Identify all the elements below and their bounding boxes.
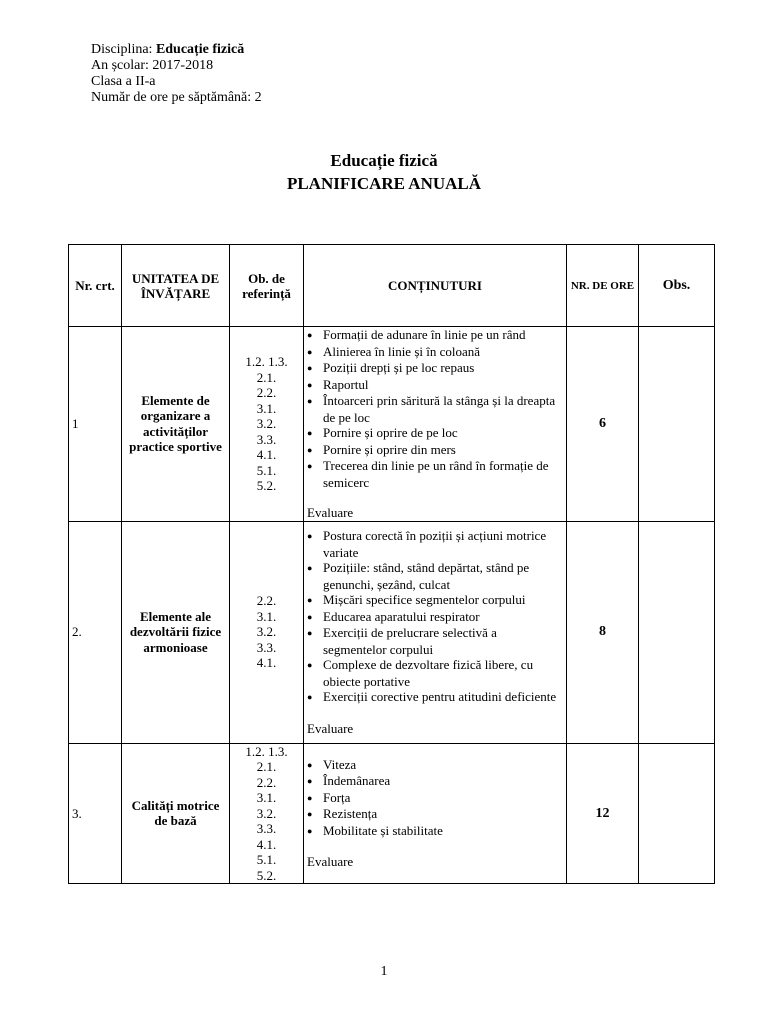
list-item — [307, 327, 563, 344]
bullet-icon: ● — [307, 396, 313, 406]
list-item-text: Exerciții corective pentru atitudini deficiente — [323, 689, 557, 704]
list-item — [307, 806, 563, 823]
reference-objectives — [230, 743, 304, 884]
list-item-text: Forța — [323, 789, 351, 805]
list-item-text: Raportul — [323, 376, 369, 392]
row-number: 3. — [69, 743, 122, 884]
learning-unit: Elemente de organizare a activităților practice sportive — [122, 327, 230, 522]
class-name: Clasa a II-a — [91, 74, 156, 89]
learning-unit: Calități motrice de bază — [122, 743, 230, 884]
objective-item: 3.1. — [256, 608, 277, 624]
column-header-obs: Obs. — [639, 245, 715, 327]
list-item — [307, 528, 563, 560]
list-item-text: Postura corectă în poziții și acțiuni motrice variate — [323, 528, 547, 560]
row-number: 1 — [69, 327, 122, 522]
objective-item: 3.1. — [256, 400, 277, 416]
bullet-icon: ● — [307, 759, 313, 770]
reference-objectives — [230, 327, 304, 522]
list-item-text: Exerciții de prelucrare selectivă a segmentelor corpului — [323, 625, 497, 657]
observations-cell — [639, 743, 715, 884]
list-item — [307, 393, 563, 425]
objective-item: 2.2. — [256, 385, 277, 400]
list-item — [307, 425, 563, 442]
row-number: 2. — [69, 521, 122, 743]
list-item — [307, 823, 563, 840]
column-header-nr: Nr. crt. — [69, 245, 122, 327]
list-item-text: Mișcări specifice segmentelor corpului — [323, 592, 526, 607]
subject-title: Educație fizică — [330, 151, 438, 170]
list-item-text: Poziții drepți și pe loc repaus — [323, 360, 475, 375]
objective-item: 5.1. — [256, 852, 277, 867]
observations-cell — [639, 327, 715, 522]
contents-cell — [304, 327, 567, 522]
table-row — [69, 521, 715, 743]
bullet-icon: ● — [307, 660, 313, 670]
list-item — [307, 458, 563, 490]
learning-unit: Elemente ale dezvoltării fizice armonioase — [122, 521, 230, 743]
objective-item: 1.2. 1.3. — [245, 743, 288, 759]
objective-item: 5.2. — [256, 478, 277, 493]
contents-list — [307, 327, 563, 490]
objective-item: 5.1. — [256, 462, 277, 478]
bullet-icon: ● — [307, 330, 313, 340]
list-item-text: Educarea aparatului respirator — [323, 608, 480, 624]
list-item-text: Viteza — [323, 756, 357, 772]
page-number: 1 — [380, 964, 388, 979]
list-item-text: Formații de adunare în linie pe un rând — [323, 327, 526, 342]
table-row — [69, 327, 715, 522]
contents-cell — [304, 743, 567, 884]
bullet-icon: ● — [307, 692, 313, 702]
list-item-text: Pornire și oprire din mers — [323, 441, 456, 457]
list-item — [307, 790, 563, 807]
column-header-objectives: Ob. de referință — [230, 245, 304, 327]
objective-item: 2.1. — [256, 759, 277, 774]
list-item — [307, 560, 563, 592]
bullet-icon: ● — [307, 809, 313, 820]
list-item — [307, 657, 563, 689]
hours-count: 6 — [567, 327, 639, 522]
objective-item: 2.2. — [256, 774, 277, 790]
column-header-contents: CONȚINUTURI — [304, 245, 567, 327]
discipline-value: Educație fizică — [155, 42, 245, 57]
objective-item: 3.3. — [256, 821, 277, 836]
list-item-text: Întoarceri prin săritură la stânga și la dreapta de pe loc — [323, 393, 556, 425]
column-header-hours: NR. DE ORE — [567, 245, 639, 327]
hours-count: 8 — [567, 521, 639, 743]
discipline-label: Disciplina: — [91, 42, 156, 57]
list-item-text: Pornire și oprire de pe loc — [323, 425, 458, 440]
bullet-icon: ● — [307, 792, 313, 803]
list-item-text: Trecerea din linie pe un rând în formație de semicerc — [323, 458, 549, 490]
objective-item: 3.3. — [256, 639, 277, 655]
list-item — [307, 773, 563, 790]
objective-item: 4.1. — [256, 836, 277, 852]
header-info — [91, 42, 262, 106]
bullet-icon: ● — [307, 611, 313, 622]
bullet-icon: ● — [307, 776, 313, 787]
bullet-icon: ● — [307, 531, 313, 541]
bullet-icon: ● — [307, 363, 313, 373]
list-item — [307, 377, 563, 394]
bullet-icon: ● — [307, 563, 313, 573]
list-item — [307, 360, 563, 377]
objective-item: 3.2. — [256, 416, 277, 431]
contents-list — [307, 757, 563, 840]
discipline-line — [91, 42, 262, 58]
bullet-icon: ● — [307, 379, 313, 390]
hours-count: 12 — [567, 743, 639, 884]
reference-objectives — [230, 521, 304, 743]
table-header-row — [69, 245, 715, 327]
list-item — [307, 689, 563, 706]
objective-item: 2.1. — [256, 369, 277, 385]
list-item-text: Alinierea în linie și în coloană — [323, 343, 481, 359]
bullet-icon: ● — [307, 595, 313, 605]
list-item — [307, 757, 563, 774]
bullet-icon: ● — [307, 461, 313, 471]
objective-item: 3.2. — [256, 624, 277, 640]
bullet-icon: ● — [307, 346, 313, 357]
evaluation-label: Evaluare — [307, 854, 354, 870]
bullet-icon: ● — [307, 825, 313, 836]
objective-item: 1.2. 1.3. — [245, 354, 288, 369]
list-item — [307, 344, 563, 361]
evaluation-label: Evaluare — [307, 720, 354, 736]
observations-cell — [639, 521, 715, 743]
contents-list — [307, 528, 563, 706]
school-year: An școlar: 2017-2018 — [91, 58, 214, 73]
objective-item: 3.1. — [256, 790, 277, 805]
list-item-text: Complexe de dezvoltare fizică libere, cu obiecte portative — [323, 657, 534, 689]
bullet-icon: ● — [307, 444, 313, 455]
list-item — [307, 442, 563, 459]
objective-item: 4.1. — [256, 447, 277, 462]
list-item-text: Rezistența — [323, 806, 378, 822]
plan-title: PLANIFICARE ANUALĂ — [286, 174, 482, 193]
list-item — [307, 609, 563, 626]
column-header-unit: UNITATEA DE ÎNVĂȚARE — [122, 245, 230, 327]
objective-item: 2.2. — [256, 593, 277, 609]
objective-item: 5.2. — [256, 867, 277, 883]
objective-item: 3.3. — [256, 431, 277, 447]
objective-item: 4.1. — [256, 655, 277, 671]
objective-item: 3.2. — [256, 805, 277, 821]
list-item-text: Îndemânarea — [323, 773, 391, 789]
list-item — [307, 625, 563, 657]
bullet-icon: ● — [307, 628, 313, 638]
table-row — [69, 743, 715, 884]
hours-per-week: Număr de ore pe săptămână: 2 — [91, 90, 262, 105]
contents-cell — [304, 521, 567, 743]
bullet-icon: ● — [307, 428, 313, 438]
list-item — [307, 592, 563, 609]
list-item-text: Pozițiile: stând, stând depărtat, stând pe genunchi, șezând, culcat — [323, 560, 530, 592]
annual-plan-table — [68, 244, 715, 884]
list-item-text: Mobilitate și stabilitate — [323, 822, 443, 838]
evaluation-label: Evaluare — [307, 505, 354, 520]
